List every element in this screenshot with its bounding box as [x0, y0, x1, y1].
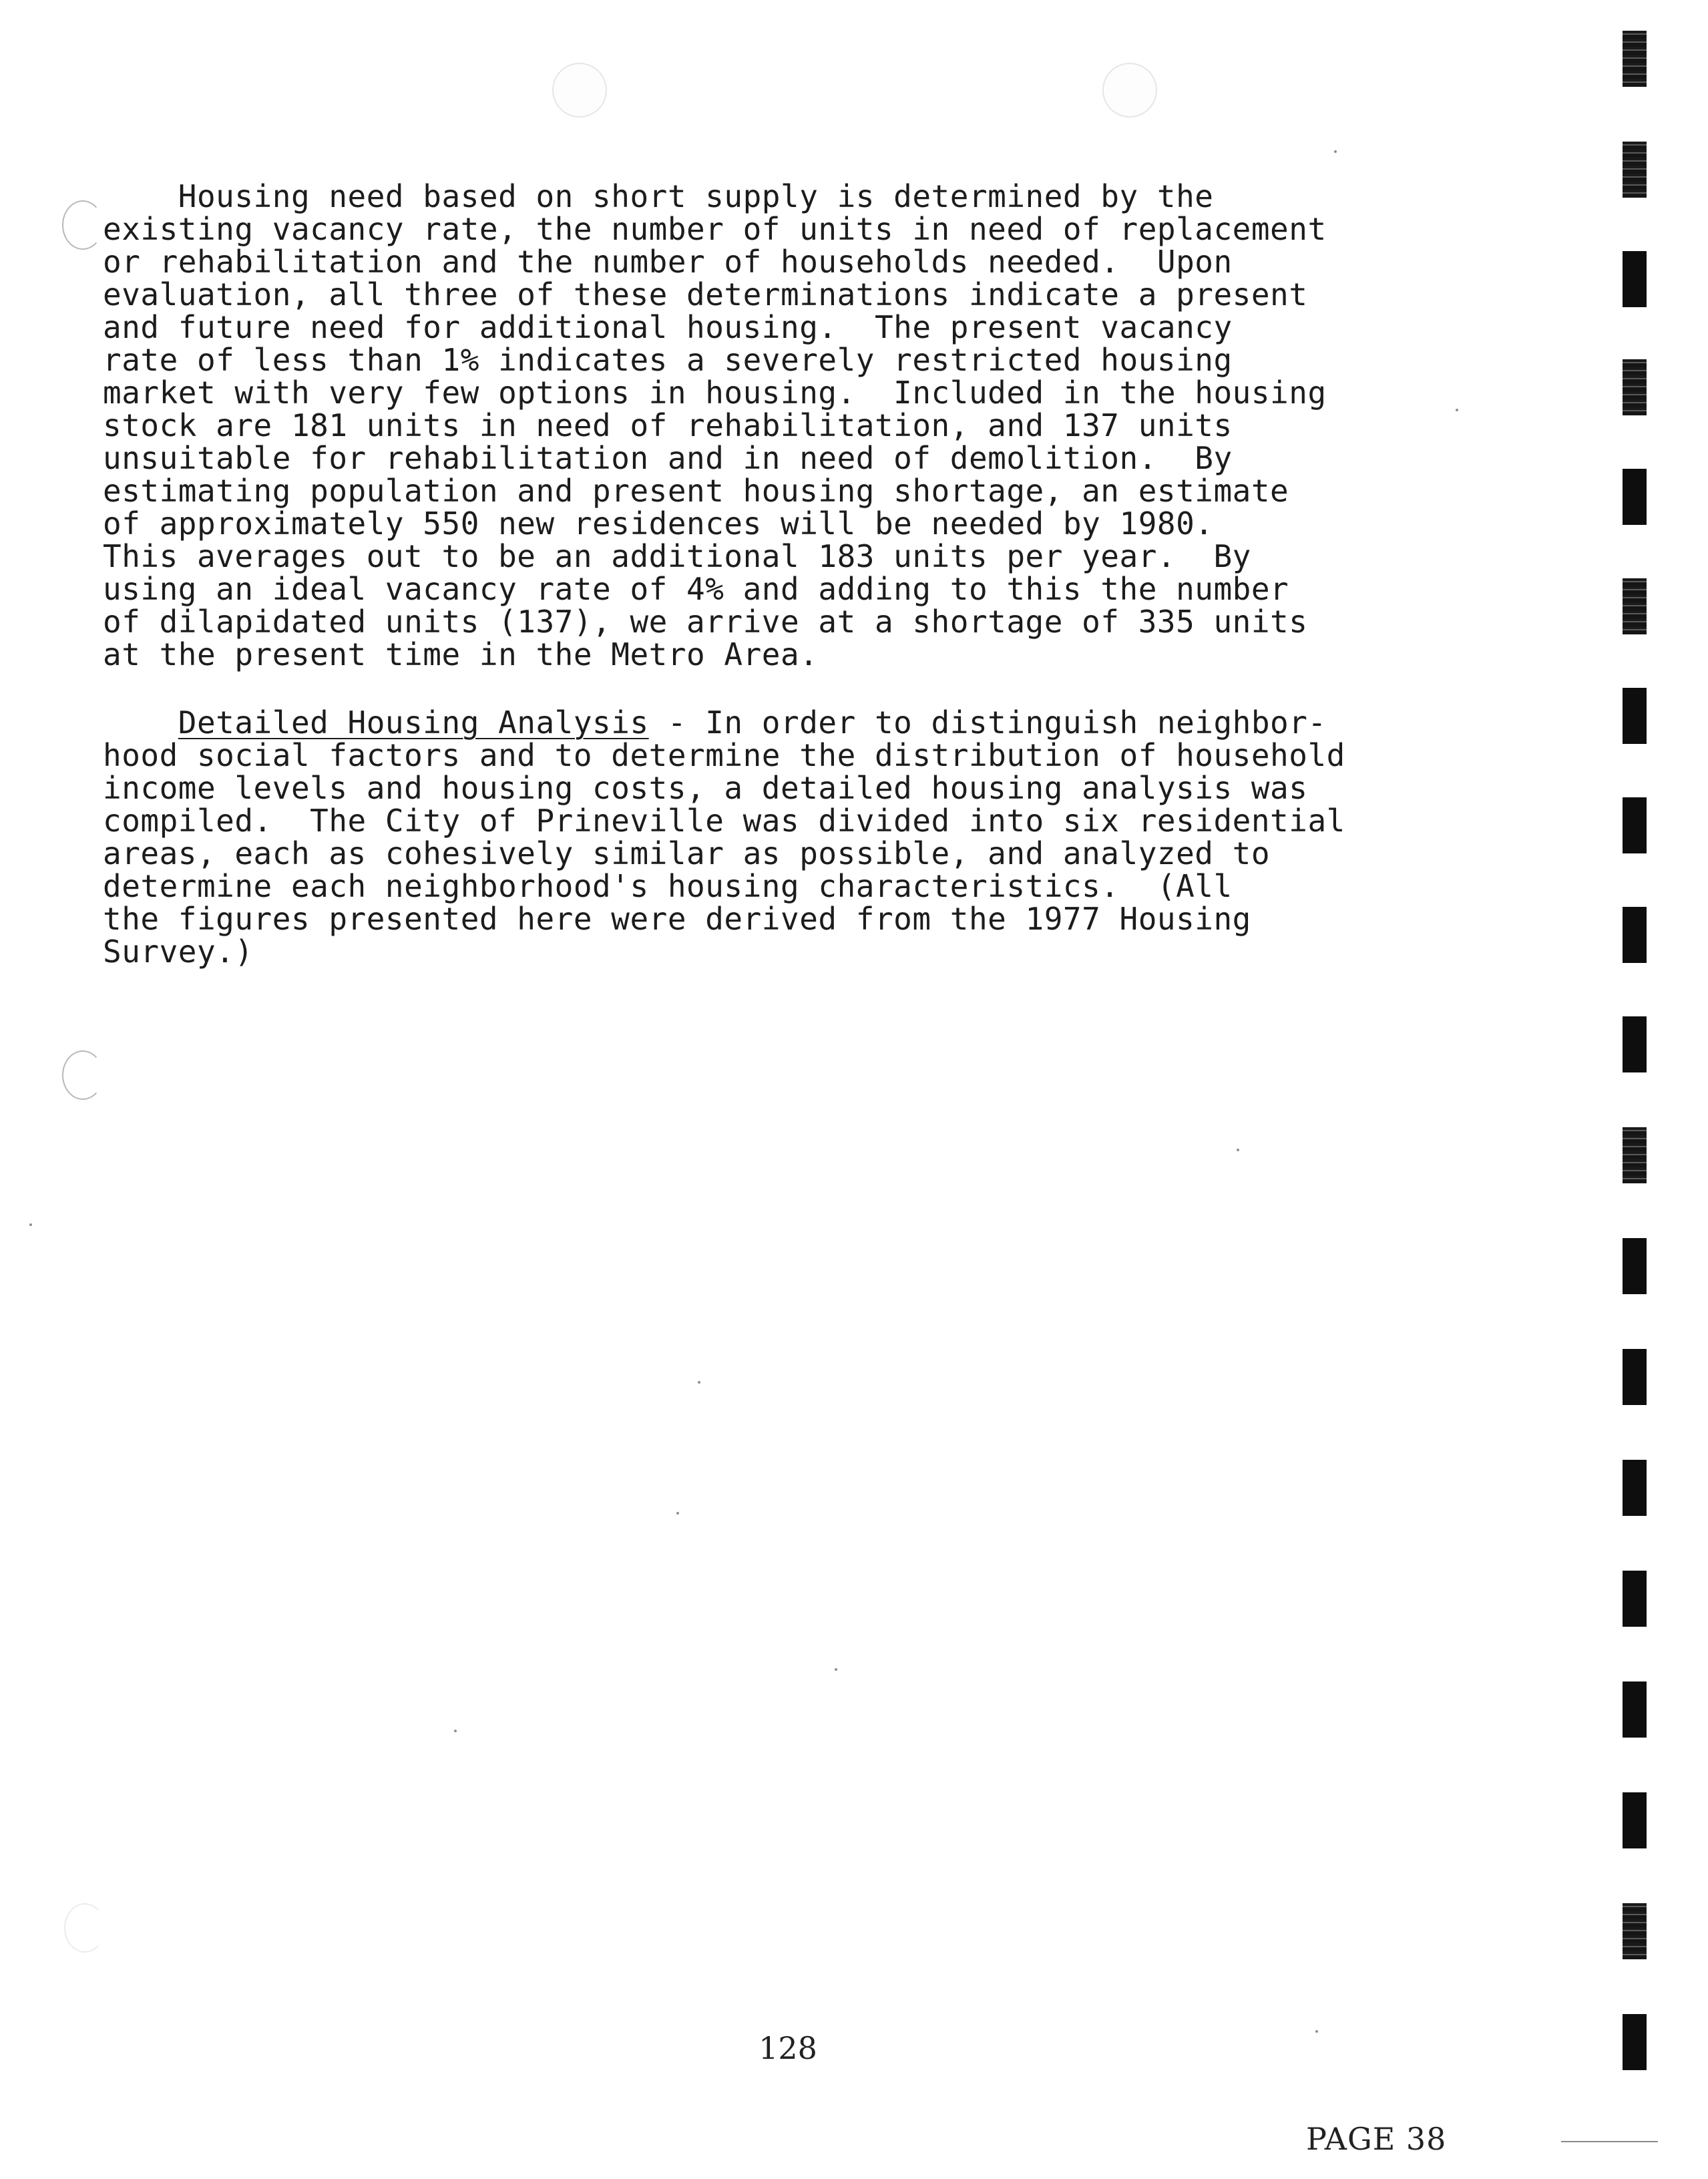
scan-speck — [698, 1381, 700, 1384]
scan-speck — [676, 1512, 679, 1515]
text-line: Survey.) — [103, 934, 254, 970]
text-line: compiled. The City of Prineville was divided into six residential — [103, 803, 1345, 839]
margin-hole-mark — [62, 200, 103, 250]
text-line: rate of less than 1% indicates a severely restricted housing — [103, 342, 1233, 378]
binding-slot — [1623, 1349, 1647, 1405]
scan-speck — [29, 1223, 32, 1226]
binding-slot — [1623, 1238, 1647, 1294]
text-line: using an ideal vacancy rate of 4% and adding to this the number — [103, 571, 1289, 607]
binding-slot — [1623, 2014, 1647, 2070]
scan-speck — [454, 1730, 457, 1732]
scan-speck — [1456, 409, 1458, 411]
margin-hole-mark — [62, 1050, 103, 1100]
binding-slot — [1623, 142, 1647, 198]
punch-hole — [1102, 63, 1157, 118]
text-line: Housing need based on short supply is determined by the — [103, 178, 1214, 214]
binding-slot — [1623, 251, 1647, 307]
text-line: market with very few options in housing. Included in the housing — [103, 375, 1327, 411]
text-line: and future need for additional housing. The present vacancy — [103, 309, 1233, 345]
text-line: of approximately 550 new residences will be needed by 1980. — [103, 506, 1214, 542]
paragraph-detailed-housing-analysis — [103, 707, 1452, 968]
text-line: areas, each as cohesively similar as possible, and analyzed to — [103, 835, 1271, 871]
binding-slot — [1623, 1903, 1647, 1959]
scan-speck — [1237, 1149, 1239, 1151]
text-line: at the present time in the Metro Area. — [103, 636, 819, 672]
corner-rule — [1561, 2141, 1658, 2142]
binding-slot — [1623, 797, 1647, 853]
binding-slot — [1623, 469, 1647, 525]
text-line: income levels and housing costs, a detailed housing analysis was — [103, 770, 1308, 806]
binding-strip — [1616, 27, 1656, 2084]
binding-slot — [1623, 359, 1647, 415]
binding-slot — [1623, 688, 1647, 744]
text-line: determine each neighborhood's housing characteristics. (All — [103, 868, 1233, 904]
page-number: 128 — [759, 2030, 817, 2066]
binding-slot — [1623, 1571, 1647, 1627]
text-line: This averages out to be an additional 183 units per year. By — [103, 538, 1251, 574]
text-line: estimating population and present housing shortage, an estimate — [103, 473, 1289, 509]
text-line: unsuitable for rehabilitation and in need of demolition. By — [103, 440, 1233, 476]
text-line: stock are 181 units in need of rehabilitation, and 137 units — [103, 407, 1233, 443]
binding-slot — [1623, 1681, 1647, 1738]
section-heading: Detailed Housing Analysis — [178, 705, 649, 741]
binding-slot — [1623, 907, 1647, 963]
scan-speck — [835, 1668, 837, 1671]
binding-slot — [1623, 1127, 1647, 1183]
text-line: of dilapidated units (137), we arrive at a shortage of 335 units — [103, 604, 1308, 640]
text-line: the figures presented here were derived from the 1977 Housing — [103, 901, 1251, 937]
paragraph-housing-need — [103, 180, 1452, 671]
text-line: hood social factors and to determine the distribution of household — [103, 737, 1345, 773]
page-label: PAGE 38 — [1306, 2121, 1447, 2157]
scan-speck — [1315, 2030, 1318, 2033]
binding-slot — [1623, 1460, 1647, 1516]
binding-slot — [1623, 1016, 1647, 1072]
text-line: existing vacancy rate, the number of units in need of replacement — [103, 211, 1327, 247]
scan-speck — [1334, 150, 1337, 153]
text-line: - In order to distinguish neighbor- — [648, 705, 1327, 741]
punch-hole — [552, 63, 607, 118]
binding-slot — [1623, 578, 1647, 634]
margin-hole-mark — [64, 1903, 105, 1953]
binding-slot — [1623, 1792, 1647, 1848]
text-line: evaluation, all three of these determinations indicate a present — [103, 276, 1308, 313]
text-line: or rehabilitation and the number of households needed. Upon — [103, 244, 1233, 280]
binding-slot — [1623, 31, 1647, 87]
